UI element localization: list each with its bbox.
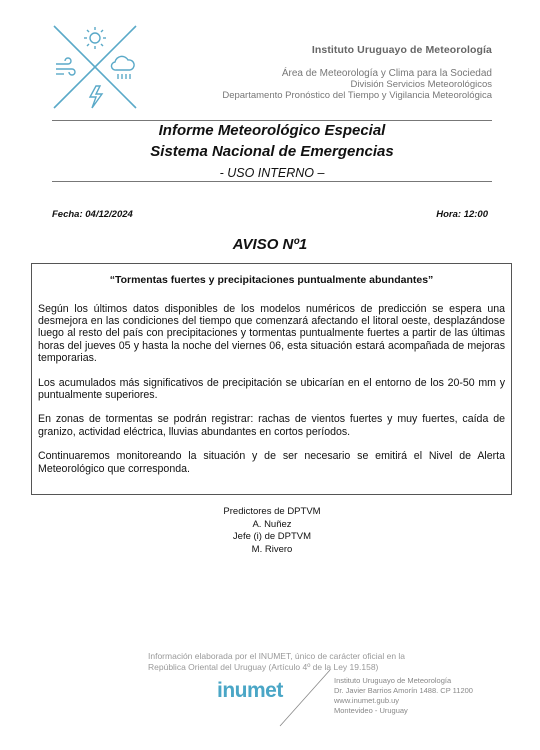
signatures bbox=[0, 506, 540, 556]
lightning-icon bbox=[90, 86, 102, 108]
notice-heading: “Tormentas fuertes y precipitaciones puntualmente abundantes” bbox=[109, 274, 434, 286]
address-line: Instituto Uruguayo de Meteorología bbox=[334, 676, 452, 685]
address-line: www.inumet.gub.uy bbox=[334, 696, 400, 705]
institute-name: Instituto Uruguayo de Meteorología bbox=[311, 44, 492, 56]
notice-paragraph: Los acumulados más significativos de precipitación se ubicarían en el entorno de los 20-50 mm y puntualmente superiores. bbox=[38, 376, 505, 401]
brand-logo: inumet bbox=[217, 679, 283, 702]
signature-role: Predictores de DPTVM bbox=[223, 506, 321, 517]
signature-name: M. Rivero bbox=[251, 543, 293, 555]
report-date: Fecha: 04/12/2024 bbox=[52, 209, 133, 220]
notice-paragraph: Continuaremos monitoreando la situación y de ser necesario se emitirá el Nivel de Alerta Meteorológico que corresponda. bbox=[38, 450, 505, 475]
address-line: Dr. Javier Barrios Amorín 1488. CP 11200 bbox=[334, 686, 473, 695]
footer-divider-slash bbox=[272, 668, 332, 728]
cloud-rain-icon bbox=[111, 56, 134, 79]
sun-icon bbox=[84, 27, 106, 49]
institute-header bbox=[222, 44, 492, 101]
department-name: Departamento Pronóstico del Tiempo y Vigilancia Meteorológica bbox=[222, 90, 492, 101]
institute-logo bbox=[52, 24, 138, 110]
notice-number: AVISO Nº1 bbox=[232, 236, 308, 253]
notice-box bbox=[31, 263, 512, 495]
signature-role: Jefe (i) de DPTVM bbox=[232, 531, 312, 542]
notice-paragraph: En zonas de tormentas se podrán registrar: rachas de vientos fuertes y muy fuertes, caída de granizo, actividad eléctrica, lluvias abundantes en cortos períodos. bbox=[38, 413, 505, 438]
wind-icon bbox=[56, 58, 75, 75]
signature-name: A. Nuñez bbox=[252, 518, 292, 530]
bottom-divider bbox=[52, 181, 492, 182]
report-title: Informe Meteorológico Especial bbox=[158, 122, 386, 139]
report-system: Sistema Nacional de Emergencias bbox=[150, 143, 394, 160]
division-name: División Servicios Meteorológicos bbox=[350, 79, 492, 90]
area-name: Área de Meteorología y Clima para la Sociedad bbox=[281, 68, 492, 79]
footer-note-line: Información elaborada por el INUMET, único de carácter oficial en la bbox=[148, 651, 406, 661]
top-divider bbox=[52, 120, 492, 121]
report-subtitle: - USO INTERNO – bbox=[219, 166, 325, 180]
report-time: Hora: 12:00 bbox=[436, 209, 488, 220]
footer-address bbox=[334, 676, 473, 716]
notice-paragraph: Según los últimos datos disponibles de los modelos numéricos de predicción se espera una desmejora en las condiciones del tiempo que comenzará afectando el litoral oeste, desplazándose luego al resto del país con precipitaciones y tormentas puntualmente fuertes a partir de las últimas horas del jueves 05 y hasta la noche del viernes 06, esta situación estará acompañada de mejoras temporarias. bbox=[38, 303, 505, 364]
address-line: Montevideo - Uruguay bbox=[334, 706, 408, 715]
footer-note-line: República Oriental del Uruguay (Artículo 4º de la Ley 19.158) bbox=[148, 661, 379, 672]
